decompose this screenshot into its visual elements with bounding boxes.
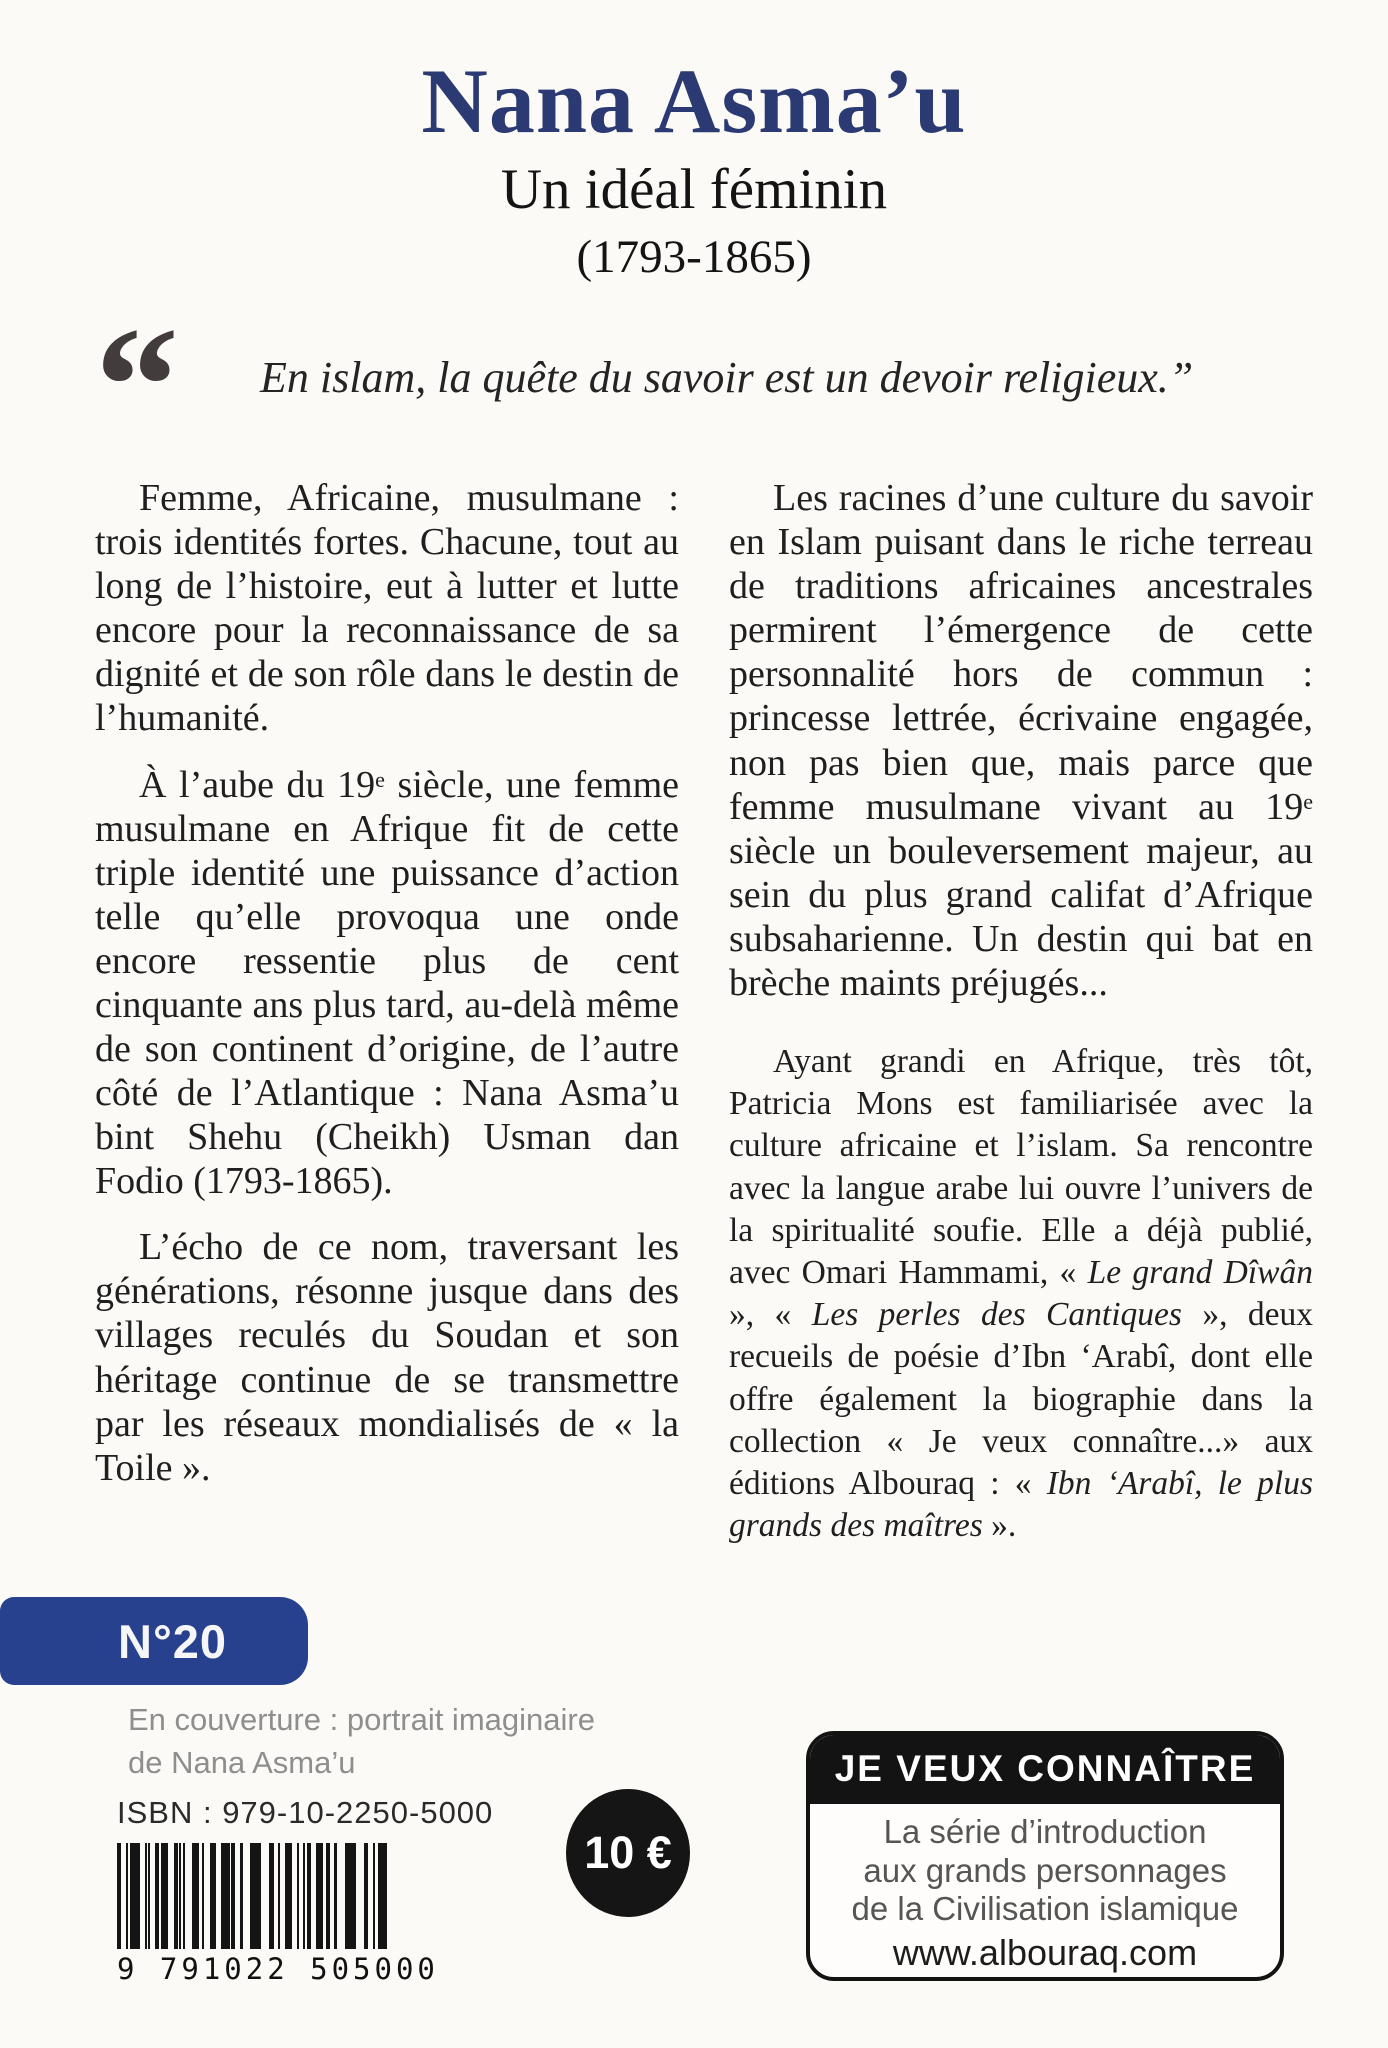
barcode xyxy=(117,1843,439,1986)
left-paragraph-1: Femme, Africaine, musulmane : trois identités fortes. Chacune, tout au long de l’histoire, eut à lutter et lutte encore pour la reconnaissance de sa dignité et de son rôle dans le destin de l’humanité. xyxy=(95,477,679,740)
left-paragraph-2 xyxy=(95,763,679,1204)
publisher-website: www.albouraq.com xyxy=(892,1931,1198,1973)
bio-book-title-3: Ibn ‘Arabî, le plus grands des maîtres xyxy=(729,1465,1314,1545)
left-column xyxy=(95,476,679,1547)
series-line-2: aux grands personnages xyxy=(863,1851,1227,1889)
series-box xyxy=(806,1731,1284,1981)
superscript-e: e xyxy=(1303,788,1313,814)
bio-book-title-1: Le grand Dîwân xyxy=(1087,1254,1313,1291)
bio-text: ». xyxy=(982,1507,1017,1545)
book-subtitle: Un idéal féminin xyxy=(500,158,888,222)
quote-mark-icon: “ xyxy=(95,293,179,480)
bio-text: Ayant grandi en Afrique, très tôt, Patricia Mons est familiarisée avec la culture africaine et l’islam. Sa rencontre avec la langue arabe lui ouvre l’univers de la spiritualité soufie. Elle a déjà publié, avec Omari Hammami, « xyxy=(729,1042,1313,1291)
superscript-e: e xyxy=(375,766,385,792)
series-line-3: de la Civilisation islamique xyxy=(851,1890,1239,1928)
series-box-header: JE VEUX CONNAÎTRE xyxy=(810,1735,1280,1804)
author-bio-paragraph xyxy=(729,1041,1313,1547)
series-line-1: La série d’introduction xyxy=(883,1813,1207,1850)
right-main-text xyxy=(729,476,1313,1005)
body-columns xyxy=(95,476,1313,1547)
left-paragraph-3: L’écho de ce nom, traversant les générations, résonne jusque dans des villages reculés du Soudan et son héritage continue de se transmettre par les réseaux mondialisés de « la Toile ». xyxy=(95,1226,679,1489)
cover-caption-line-1: En couverture : portrait imaginaire xyxy=(128,1702,595,1737)
right-paragraph-1 xyxy=(729,476,1313,1005)
left-paragraph-2-text-cont: siècle, une femme musulmane en Afrique fit de cette triple identité une puissance d’action telle qu’elle provoqua une onde encore ressentie plus de cent cinquante ans plus tard, au-delà même de son continent d’origine, de l’autre côté de l’Atlantique : Nana Asma’u bint Shehu (Cheikh) Usman dan Fodio (1793-1865). xyxy=(95,763,680,1203)
barcode-digits: 9 791022 505000 xyxy=(117,1952,439,1986)
price-badge: 10 € xyxy=(566,1789,690,1917)
bio-book-title-2: Les perles des Cantiques xyxy=(811,1296,1182,1334)
bio-text: », « xyxy=(729,1296,812,1334)
bio-text: », deux recueils de poésie d’Ibn ‘Arabî, dont elle offre également la biographie dans la collection « Je veux connaître...» aux éditions Albouraq : « xyxy=(729,1296,1313,1503)
left-paragraph-2-text: À l’aube du 19 xyxy=(139,763,376,806)
quote-block xyxy=(95,293,1308,480)
cover-caption-line-2: de Nana Asma’u xyxy=(128,1745,356,1781)
quote-text: En islam, la quête du savoir est un devoir religieux.” xyxy=(260,353,1194,403)
barcode-bars xyxy=(117,1843,389,1949)
book-title: Nana Asma’u xyxy=(421,50,967,152)
right-paragraph-1-text: Les racines d’une culture du savoir en Islam puisant dans le riche terreau de traditions africaines ancestrales permirent l’émergence de cette personnalité hors de commun : princesse lettrée, écrivaine engagée, non pas bien que, mais parce que femme musulmane vivant au 19 xyxy=(729,477,1313,828)
cover-caption xyxy=(128,1698,595,1785)
book-dates: (1793-1865) xyxy=(576,231,812,284)
right-paragraph-1-text-cont: siècle un bouleversement majeur, au sein du plus grand califat d’Afrique subsaharienne. Un destin qui bat en brèche maints préjugés... xyxy=(729,829,1313,1004)
right-column xyxy=(729,476,1313,1547)
author-bio xyxy=(729,1041,1313,1547)
series-description xyxy=(810,1804,1280,1974)
issue-number-badge: N°20 xyxy=(0,1597,308,1685)
isbn-text: ISBN : 979-10-2250-5000 xyxy=(117,1795,494,1830)
